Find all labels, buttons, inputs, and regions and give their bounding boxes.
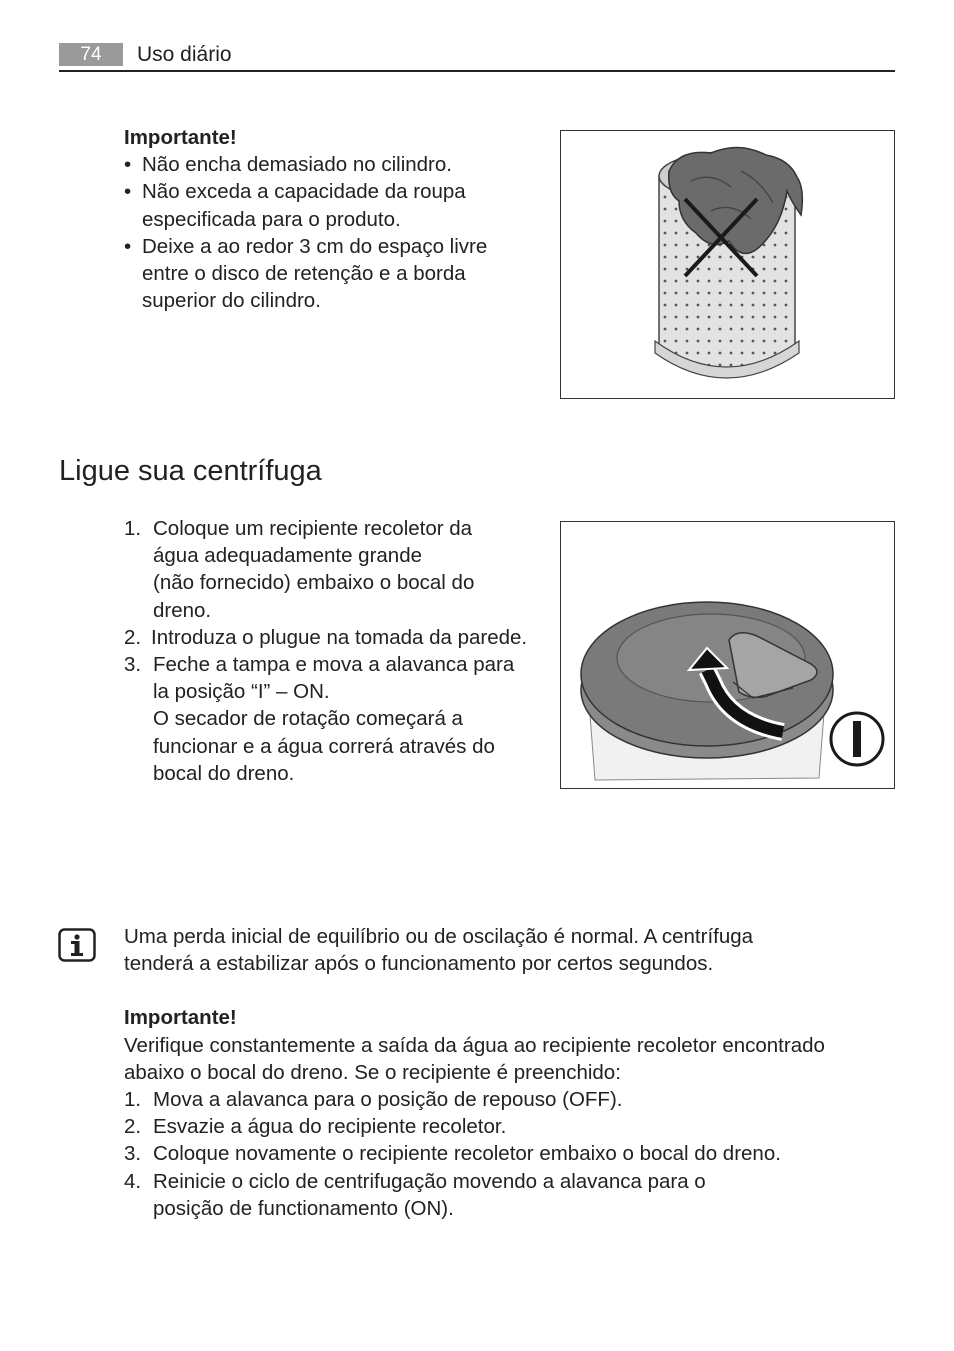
step-line: Introduza o plugue na tomada da parede. xyxy=(151,625,528,649)
step-line: água adequadamente grande xyxy=(153,544,423,568)
step-line: Mova a alavanca para o posição de repouso (OFF). xyxy=(153,1088,623,1112)
step-item xyxy=(124,1086,894,1113)
info-icon xyxy=(58,928,96,962)
important-note-1 xyxy=(124,124,544,314)
important-line: abaixo o bocal do dreno. Se o recipiente é preenchido: xyxy=(124,1060,621,1084)
info-note xyxy=(124,923,894,1222)
important-line: Verifique constantemente a saída da água ao recipiente recoletor encontrado xyxy=(124,1033,825,1057)
info-line: Uma perda inicial de equilíbrio ou de oscilação é normal. A centrífuga xyxy=(124,925,754,948)
step-item xyxy=(124,651,544,787)
overfilled-drum-figure xyxy=(560,130,895,399)
restart-steps-list xyxy=(124,1086,894,1222)
bullet-line: superior do cilindro. xyxy=(142,289,321,313)
step-line: la posição “I” – ON. xyxy=(153,680,330,704)
page-header xyxy=(59,40,895,72)
step-item xyxy=(124,515,544,624)
bullet-line: • Não encha demasiado no cilindro. xyxy=(142,153,452,177)
bullet-line: especificada para o produto. xyxy=(142,207,401,231)
bullet-item xyxy=(124,233,544,315)
step-line: Feche a tampa e mova a alavanca para xyxy=(153,653,515,677)
bullet-item xyxy=(124,151,544,178)
step-line: O secador de rotação começará a xyxy=(153,707,463,731)
lid-lever-figure xyxy=(560,521,895,789)
lid-lever-illustration xyxy=(561,522,893,787)
step-item xyxy=(124,624,544,651)
step-item xyxy=(124,1140,894,1167)
info-line: tenderá a estabilizar após o funcionamento por certos segundos. xyxy=(124,952,714,976)
step-line: funcionar e a água correrá através do xyxy=(153,734,495,758)
step-number: 1. xyxy=(124,1088,142,1112)
step-number: 2. xyxy=(124,625,142,649)
important-title: Importante! xyxy=(124,126,237,149)
start-steps-list xyxy=(124,515,544,787)
step-item xyxy=(124,1113,894,1140)
step-number: 4. xyxy=(124,1169,142,1193)
step-line: Coloque um recipiente recoletor da xyxy=(153,517,473,540)
section-title: Uso diário xyxy=(137,43,232,66)
step-number: 1. xyxy=(124,517,142,540)
important-bullets xyxy=(124,151,544,314)
step-number: 3. xyxy=(124,1142,142,1166)
overfilled-drum-illustration xyxy=(561,131,893,397)
step-line: Coloque novamente o recipiente recoletor embaixo o bocal do dreno. xyxy=(153,1142,781,1166)
bullet-line: • Deixe a ao redor 3 cm do espaço livre xyxy=(142,234,488,258)
step-line: Esvazie a água do recipiente recoletor. xyxy=(153,1115,507,1139)
bullet-line: • Não exceda a capacidade da roupa xyxy=(142,180,466,204)
start-steps xyxy=(124,515,544,787)
section-heading: Ligue sua centrífuga xyxy=(59,455,322,487)
important-title: Importante! xyxy=(124,1006,237,1030)
step-number: 2. xyxy=(124,1115,142,1139)
step-line: bocal do dreno. xyxy=(153,761,295,785)
bullet-line: entre o disco de retenção e a borda xyxy=(142,262,466,286)
step-line: (não fornecido) embaixo o bocal do xyxy=(153,571,475,595)
step-line: posição de functionamento (ON). xyxy=(153,1196,454,1220)
step-line: dreno. xyxy=(153,598,212,622)
step-item xyxy=(124,1168,894,1222)
step-number: 3. xyxy=(124,653,142,677)
step-line: Reinicie o ciclo de centrifugação movendo a alavanca para o xyxy=(153,1169,706,1193)
page-number: 74 xyxy=(59,43,123,66)
bullet-item xyxy=(124,178,544,232)
